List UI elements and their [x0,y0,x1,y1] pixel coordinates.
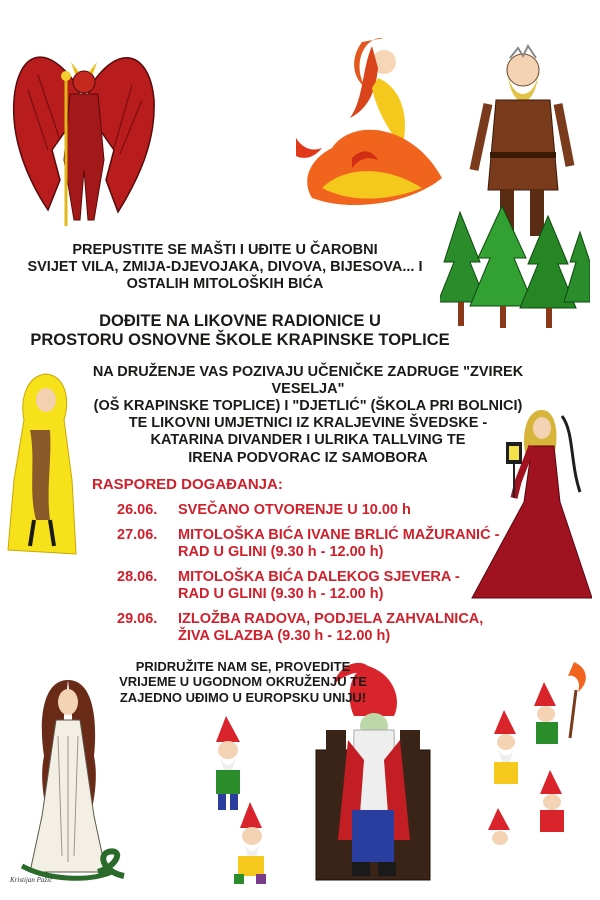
fire-fairy-illustration [292,28,452,218]
schedule-description [178,569,523,604]
closing-line-1: PRIDRUŽITE NAM SE, PROVEDITE [135,659,351,674]
schedule-line-2: RAD U GLINI (9.30 h - 12.00 h) [178,544,384,561]
schedule-line-1: IZLOŽBA RADOVA, PODJELA ZAHVALNICA, [178,611,484,627]
intro-line-3: OSTALIH MITOLOŠKIH BIĆA [126,276,324,293]
intro-line-1: PREPUSTITE SE MAŠTI I UĐITE U ČAROBNI [72,242,378,258]
cooperatives-text [88,364,528,467]
closing-text [108,659,378,705]
gnomes-right-illustration [478,658,596,854]
schedule-line-1: SVEČANO OTVORENJE U 10.00 h [178,502,411,518]
schedule-description [178,527,523,562]
schedule-date: 26.06. [117,502,158,518]
schedule-line-2: ŽIVA GLAZBA (9.30 h - 12.00 h) [178,628,391,645]
schedule-date: 28.06. [117,569,158,585]
gnomes-left-illustration [198,712,278,888]
schedule-description [178,611,523,646]
schedule-line-1: MITOLOŠKA BIĆA IVANE BRLIĆ MAŽURANIĆ - [178,527,500,543]
cooperatives-line-5: IRENA PODVORAC IZ SAMOBORA [188,449,428,466]
schedule-date: 29.06. [117,611,158,627]
cooperatives-line-2: (OŠ KRAPINSKE TOPLICE) I "DJETLIĆ" (ŠKOLA PRI BOLNICI) [93,398,523,415]
signature-text: Kristijan Pažić [10,876,53,884]
serpent-maiden-illustration [8,676,128,888]
invite-line-2: PROSTORU OSNOVNE ŠKOLE KRAPINSKE TOPLICE [30,331,450,350]
schedule-line-1: MITOLOŠKA BIĆA DALEKOG SJEVERA - [178,569,460,585]
schedule-line-2: RAD U GLINI (9.30 h - 12.00 h) [178,586,384,603]
schedule-title: RASPORED DOGAĐANJA: [92,476,283,493]
invite-line-1: DOĐITE NA LIKOVNE RADIONICE U [99,312,381,330]
intro-text [0,242,450,293]
invite-heading [0,312,480,351]
closing-line-3: ZAJEDNO UĐIMO U EUROPSKU UNIJU! [119,689,367,705]
intro-line-2: SVIJET VILA, ZMIJA-DJEVOJAKA, DIVOVA, BIJESOVA... I [27,259,423,276]
schedule-date: 27.06. [117,527,158,543]
yellow-cloak-figure-illustration [6,370,86,560]
cooperatives-line-4: KATARINA DIVANDER I ULRIKA TALLVING TE [150,432,466,449]
schedule-description [178,502,523,519]
closing-line-2: VRIJEME U UGODNOM OKRUŽENJU TE [119,674,367,690]
winged-demon-illustration [8,30,158,230]
cooperatives-line-3: TE LIKOVNI UMJETNICI IZ KRALJEVINE ŠVEDSKE - [128,415,488,432]
cooperatives-line-1: NA DRUŽENJE VAS POZIVAJU UČENIČKE ZADRUGE "ZVIREK VESELJA" [92,364,524,398]
